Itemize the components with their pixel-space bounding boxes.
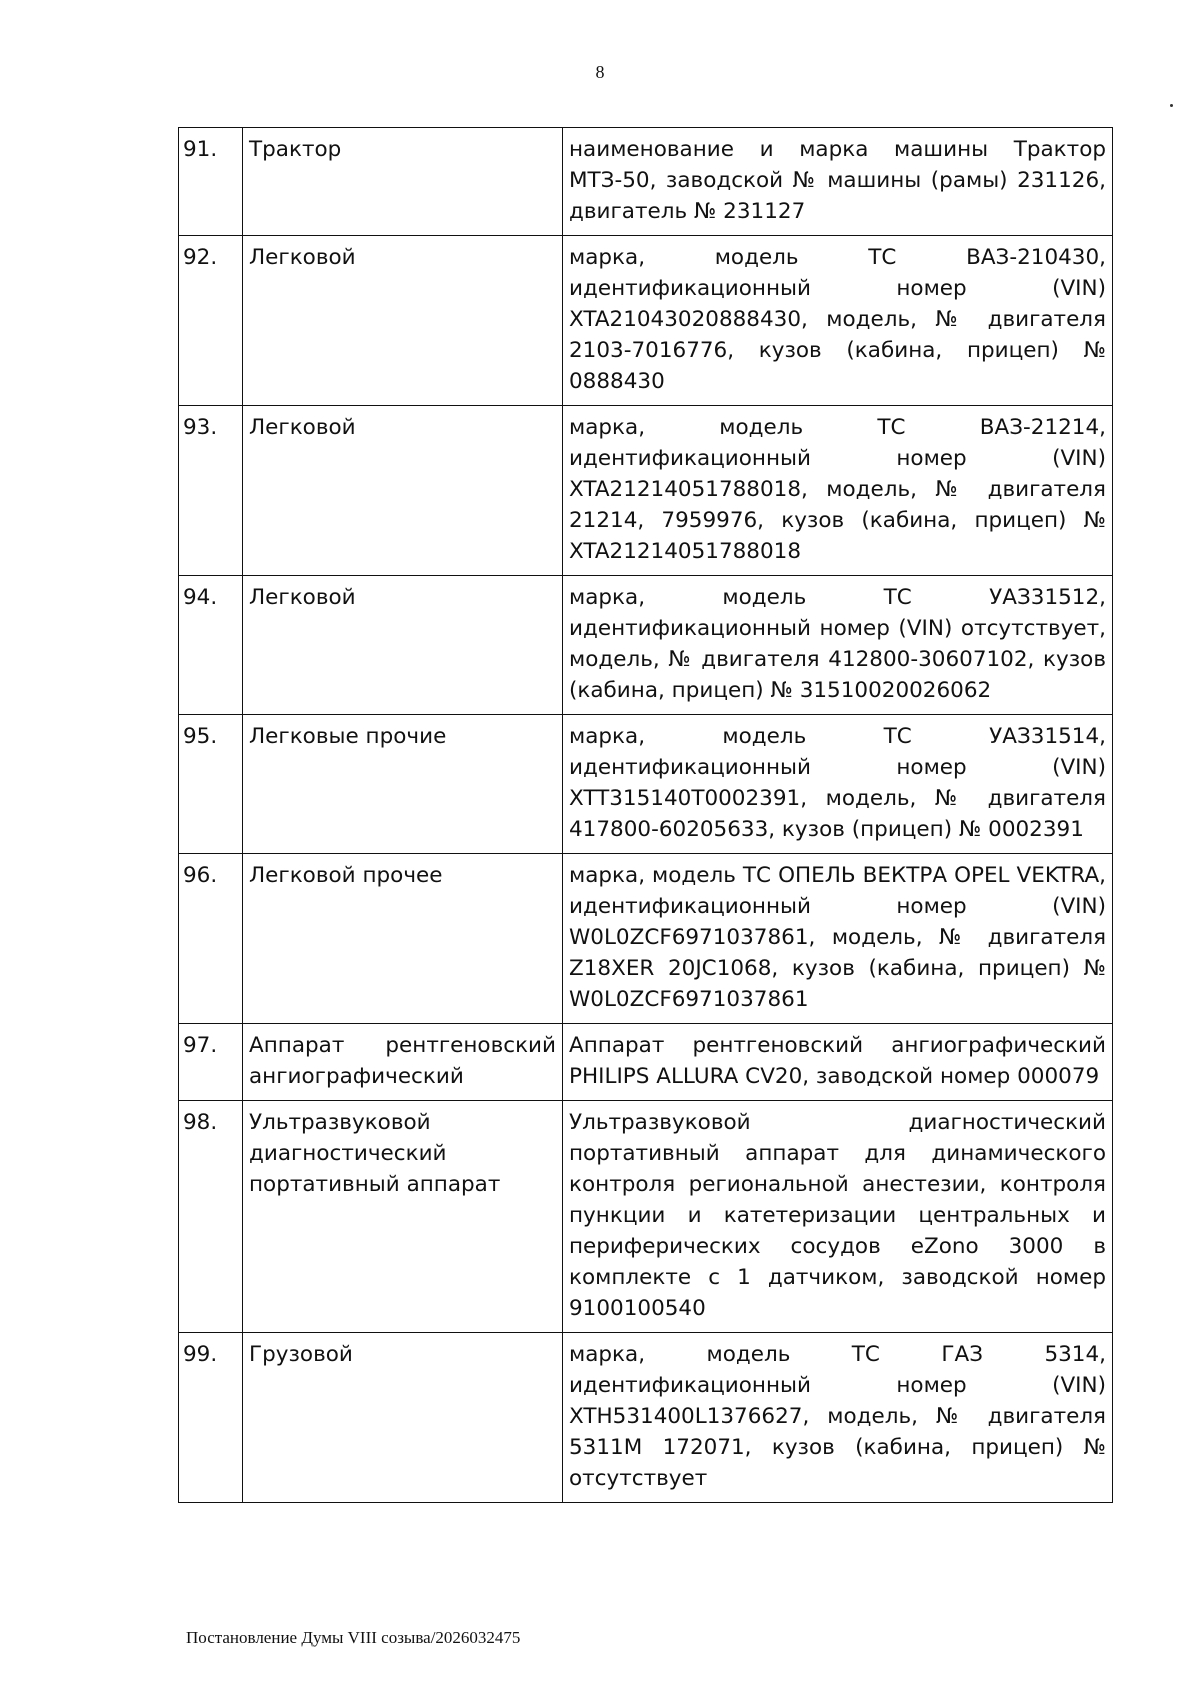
item-name: Легковые прочие <box>243 715 563 854</box>
table-row <box>179 128 1113 236</box>
page-number: 8 <box>595 62 605 82</box>
item-name: Легковой прочее <box>243 854 563 1024</box>
item-name: Легковой <box>243 576 563 715</box>
table-row <box>179 1333 1113 1503</box>
row-number: 99. <box>179 1333 243 1503</box>
table-row <box>179 715 1113 854</box>
table-row <box>179 1101 1113 1333</box>
item-name: Грузовой <box>243 1333 563 1503</box>
table-row <box>179 576 1113 715</box>
item-name: Трактор <box>243 128 563 236</box>
item-description: марка, модель ТС ВАЗ-210430, идентификационный номер (VIN) XTA21043020888430, модель, № двигателя 2103-7016776, кузов (кабина, прицеп) № 0888430 <box>563 236 1113 406</box>
row-number: 93. <box>179 406 243 576</box>
item-description: Аппарат рентгеновский ангиографический PHILIPS ALLURA CV20, заводской номер 000079 <box>563 1024 1113 1101</box>
item-name: Легковой <box>243 406 563 576</box>
table-row <box>179 1024 1113 1101</box>
row-number: 97. <box>179 1024 243 1101</box>
item-description: марка, модель ТС УАЗ31512, идентификационный номер (VIN) отсутствует, модель, № двигателя 412800-30607102, кузов (кабина, прицеп) № 31510020026062 <box>563 576 1113 715</box>
document-footer: Постановление Думы VIII созыва/2026032475 <box>186 1628 521 1647</box>
item-description: Ультразвуковой диагностический портативный аппарат для динамического контроля региональной анестезии, контроля пункции и катетеризации центральных и периферических сосудов eZono 3000 в комплекте с 1 датчиком, заводской номер 9100100540 <box>563 1101 1113 1333</box>
row-number: 98. <box>179 1101 243 1333</box>
property-table <box>178 127 1113 1503</box>
scan-artifact-dot <box>1170 104 1173 107</box>
item-description: марка, модель ТС УАЗ31514, идентификационный номер (VIN) XTT315140T0002391, модель, № двигателя 417800-60205633, кузов (прицеп) № 0002391 <box>563 715 1113 854</box>
item-name: Аппарат рентгеновский ангиографический <box>243 1024 563 1101</box>
item-description: наименование и марка машины Трактор МТЗ-50, заводской № машины (рамы) 231126, двигатель № 231127 <box>563 128 1113 236</box>
table-row <box>179 854 1113 1024</box>
row-number: 92. <box>179 236 243 406</box>
row-number: 95. <box>179 715 243 854</box>
item-name: Легковой <box>243 236 563 406</box>
row-number: 94. <box>179 576 243 715</box>
item-description: марка, модель ТС ГАЗ 5314, идентификационный номер (VIN) XTH531400L1376627, модель, № двигателя 5311М 172071, кузов (кабина, прицеп) № отсутствует <box>563 1333 1113 1503</box>
table-row <box>179 236 1113 406</box>
row-number: 96. <box>179 854 243 1024</box>
item-name: Ультразвуковой диагностический портативный аппарат <box>243 1101 563 1333</box>
item-description: марка, модель ТС ОПЕЛЬ ВЕКТРА OPEL VEKTRA, идентификационный номер (VIN) W0L0ZCF6971037861, модель, № двигателя Z18XER 20JC1068, кузов (кабина, прицеп) № W0L0ZCF6971037861 <box>563 854 1113 1024</box>
row-number: 91. <box>179 128 243 236</box>
table-row <box>179 406 1113 576</box>
item-description: марка, модель ТС ВАЗ-21214, идентификационный номер (VIN) XTA21214051788018, модель, № двигателя 21214, 7959976, кузов (кабина, прицеп) № XTA21214051788018 <box>563 406 1113 576</box>
